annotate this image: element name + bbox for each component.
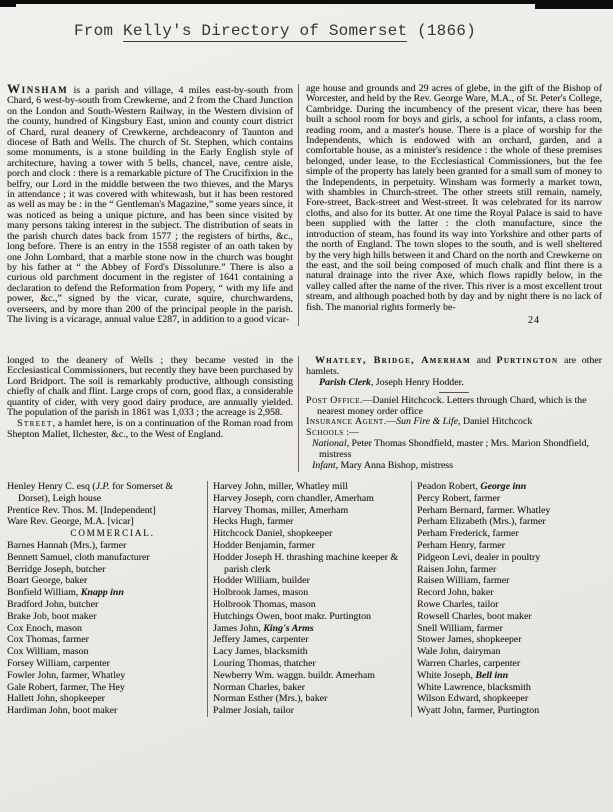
directory-entry: Fowler John, farmer, Whatley [7, 669, 126, 681]
scan-edge-bar [0, 0, 613, 4]
caption-suffix: (1866) [407, 22, 476, 40]
info-block [7, 356, 608, 472]
directory-entry: Perham Elizabeth (Mrs.), farmer [417, 516, 546, 528]
directory-clipping [7, 81, 608, 717]
directory-entry: Cox Thomas, farmer [7, 634, 89, 646]
directory-entry: Perham Henry, farmer [417, 539, 505, 551]
directory-entry: Snell William, farmer [417, 622, 503, 634]
residents-listing [7, 481, 608, 717]
directory-entry: Wale John, dairyman [417, 646, 501, 658]
description-block [7, 81, 608, 326]
directory-entry: James John, King's Arms [213, 622, 314, 634]
directory-entry: Forsey William, carpenter [7, 657, 110, 669]
directory-entry: Gale Robert, farmer, The Hey [7, 681, 125, 693]
winsham-paragraph: Winsham is a parish and village, 4 miles east-by-south from Chard, 6 west-by-south from Crewkerne, and 2 from the Chard Junction on the London and South-Western Railway, in the Western division of the county, hundred of Kingsbury East, union and county court district of Chard, rural deanery of Crewkerne, archdeaconry of Taunton and diocese of Bath and Wells. The church of St. Stephen, which contains some monuments, is a stone building in the Early English style of architecture, having a tower with 5 bells, chancel, nave, centre aisle, porch and clock : there is a remarkable picture of The Crucifixion in the belfry, our Lord in the middle between the two thieves, and the Marys in attendance ; it was covered with whitewash, but it has been restored as well as may be : in the “ Gentleman's Magazine,” some years since, it was noticed as being a unique picture, and has been since visited by many persons taking interest in the subject. The distribution of seats in the parish church dates back from 1577 ; the registers of births, &c., long before. There is an entry in the 1558 register of an oath taken by one John Lombard, that a marble stone now in the church was bought by his father at “ the Abbey of Ford's Dissoluture.” There is also a curious old parchment document in the register of 1641 containing a declaration to defend the Reformation from Popery, “ with my life and power, &c.,” signed by the vicar, curate, squire, churchwardens, overseers, and by more than 200 of the principal people in the parish. The living is a vicarage, annual value £287, in addition to a good vicar- [7, 81, 293, 325]
winsham-paragraph-continued: age house and grounds and 29 acres of glebe, in the gift of the Bishop of Worcester, and held by the Rev. George Ware, M.A., of St. Peter's College, Cambridge. During the incumbency of the present vicar, there has been built a school room for boys and girls, a school for infants, a class room, reading room, and a master's house. There is a place of worship for the Independents, which is endowed with an orchard, garden, and a comfortable house, as a minister's residence : the whole of these premises belonged, under lease, to the Ecclesiastical Commissioners, but the fee simple of the property has lately been granted for a small sum of money to the Independents, in perpetuity. Winsham was formerly a market town, with shambles in Church-street. The other streets still remain, namely, Fore-street, Back-street and West-street. It was celebrated for its narrow cloths, and also for its butter. At one time the Royal Palace is said to have been supplied with the latter : the cloth manufacture, since the introduction of steam, has found its way into Yorkshire and other parts of the north of England. The town slopes to the south, and is well sheltered by the very high hills between it and Chard on the north and Crewkerne on the east, and the soil being composed of much chalk and flint there is a natural drainage into the river Axe, which flows rapidly below, in the valley called after the name of the river. This river is a most excellent trout stream, and although poached both by day and by night there is no lack of fish. The manorial rights formerly be- [306, 83, 602, 313]
directory-entry: Palmer Josiah, tailor [213, 705, 294, 717]
directory-entry: Hardiman John, boot maker [7, 705, 118, 717]
directory-entry: Jeffery James, carpenter [213, 634, 309, 646]
directory-entry: Bradford John, butcher [7, 598, 99, 610]
directory-entry: Wilson Edward, shopkeeper [417, 693, 529, 705]
directory-entry: Bonfield William, Knapp inn [7, 587, 124, 599]
directory-entry: Hutchings Owen, boot makr. Purtington [213, 610, 371, 622]
directory-entry: Perham Frederick, farmer [417, 528, 519, 540]
directory-entry: White Lawrence, blacksmith [417, 681, 531, 693]
directory-entry: Bennett Samuel, cloth manufacturer [7, 551, 150, 563]
page-caption [74, 22, 476, 40]
directory-entry: Hodder Benjamin, farmer [213, 539, 315, 551]
school-national-line: National, Peter Thomas Shondfield, master ; Mrs. Marion Shondfield, mistress [312, 438, 589, 461]
directory-entry: Raisen William, farmer [417, 575, 510, 587]
parish-clerk-line: Parish Clerk, Joseph Henry Hodder. [319, 376, 464, 388]
listing-column-2 [207, 481, 411, 717]
schools-heading: Schools :— [306, 427, 359, 439]
directory-entry: Hodder William, builder [213, 575, 310, 587]
directory-entry: Rowe Charles, tailor [417, 598, 499, 610]
hamlets-line: Whatley, Bridge, Amerham and Purtington are other hamlets. [306, 354, 602, 377]
info-left-column [7, 356, 298, 472]
directory-entry: Boart George, baker [7, 575, 88, 587]
caption-prefix: From [74, 22, 124, 40]
section-divider-rule [439, 392, 469, 393]
description-right-column [298, 84, 602, 326]
directory-entry: COMMERCIAL. [70, 528, 155, 539]
directory-entry: Cox William, mason [7, 646, 89, 658]
directory-entry: White Joseph, Bell inn [417, 669, 509, 681]
directory-entry: Newberry Wm. waggn. buildr. Amerham [213, 669, 375, 681]
directory-entry: Brake Job, boot maker [7, 610, 97, 622]
post-office-line: Post Office.—Daniel Hitchcock. Letters through Chard, which is the nearest money order office [306, 394, 587, 417]
directory-entry: Harvey Joseph, corn chandler, Amerham [213, 492, 374, 504]
directory-entry: Henley Henry C. esq (J.P. for Somerset & Dorset), Leigh house [7, 481, 174, 504]
caption-underlined-title: Kelly's Directory of Somerset [123, 22, 408, 40]
description-left-column [7, 81, 298, 326]
directory-entry: Pidgeon Levi, dealer in poultry [417, 551, 541, 563]
school-infant-line: Infant, Mary Anna Bishop, mistress [312, 460, 453, 472]
directory-entry: Percy Robert, farmer [417, 492, 501, 504]
directory-entry: Prentice Rev. Thos. M. [Independent] [7, 504, 156, 516]
directory-entry: Berridge Joseph, butcher [7, 563, 106, 575]
directory-entry: Ware Rev. George, M.A. [vicar] [7, 516, 134, 528]
directory-entry: Norman Charles, baker [213, 681, 305, 693]
directory-entry: Raisen John, farmer [417, 563, 497, 575]
directory-entry: Perham Bernard, farmer. Whatley [417, 504, 551, 516]
manorial-paragraph: longed to the deanery of Wells ; they became vested in the Ecclesiastical Commissioners, but recently they have been purchased by Lord Bridport. The soil is remarkably productive, although consisting chiefly of chalk and flint. Large crops of corn, good flax, a considerable quantity of cider, with very good dairy produce, are annually yielded. The population of the parish in 1861 was 1,033 ; the acreage is 2,958. [7, 354, 294, 418]
directory-entry: Lacy James, blacksmith [213, 646, 308, 658]
directory-entry: Hallett John, shopkeeper [7, 693, 105, 705]
street-paragraph: Street, a hamlet here, is on a continuation of the Roman road from Shepton Mallet, Ilchester, &c., to the West of England. [7, 418, 293, 440]
directory-entry: Harvey John, miller, Whatley mill [213, 481, 348, 492]
insurance-agent-line: Insurance Agent.—Sun Fire & Life, Daniel Hitchcock [306, 416, 533, 428]
directory-entry: Holbrook James, mason [213, 587, 309, 599]
directory-entry: Holbrook Thomas, mason [213, 598, 316, 610]
directory-entry: Norman Esther (Mrs.), baker [213, 693, 328, 705]
directory-entry: Hecks Hugh, farmer [213, 516, 294, 528]
directory-entry: Hitchcock Daniel, shopkeeper [213, 528, 333, 540]
scan-corner-mark [535, 0, 613, 9]
directory-entry: Stower James, shopkeeper [417, 634, 522, 646]
directory-entry: Peadon Robert, George inn [417, 481, 527, 492]
directory-entry: Record John, baker [417, 587, 494, 599]
directory-entry: Cox Enoch, mason [7, 622, 82, 634]
directory-entry: Barnes Hannah (Mrs.), farmer [7, 539, 127, 551]
directory-entry: Hodder Joseph H. thrashing machine keeper & parish clerk [213, 551, 399, 575]
directory-entry: Louring Thomas, thatcher [213, 657, 316, 669]
scan-corner-mark-left [0, 0, 16, 7]
directory-entry: Warren Charles, carpenter [417, 657, 521, 669]
listing-column-3 [411, 481, 608, 717]
page-number: 24 [528, 314, 540, 326]
directory-entry: Harvey Thomas, miller, Amerham [213, 504, 349, 516]
info-right-column [298, 356, 602, 472]
directory-entry: Rowsell Charles, boot maker [417, 610, 532, 622]
directory-entry: Wyatt John, farmer, Purtington [417, 705, 540, 717]
listing-column-1 [7, 481, 207, 717]
